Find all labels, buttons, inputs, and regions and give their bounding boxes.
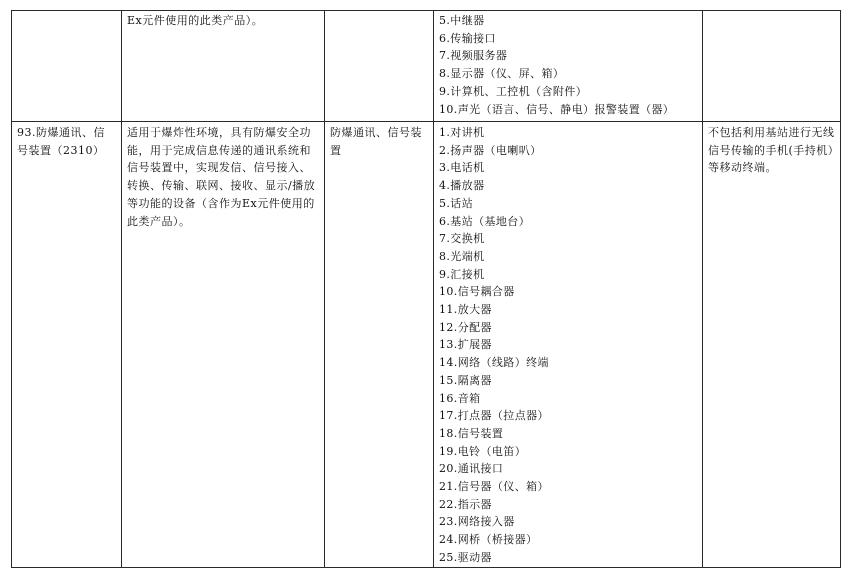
table-row <box>12 11 841 122</box>
product-list-cell <box>434 11 703 122</box>
list-item: 8.光端机 <box>439 249 485 263</box>
list-item: 6.基站（基地台） <box>439 214 531 228</box>
notes-cell <box>703 122 841 568</box>
list-item: 3.电话机 <box>439 161 485 175</box>
description-text: Ex元件使用的此类产品）。 <box>127 14 264 27</box>
list-item: 21.信号器（仪、箱） <box>439 480 549 494</box>
list-item: 1.对讲机 <box>439 126 485 139</box>
list-item: 15.隔离器 <box>439 373 492 387</box>
product-name-cell <box>325 122 434 568</box>
list-item: 19.电铃（电笛） <box>439 444 527 458</box>
list-item: 7.视频服务器 <box>439 49 508 63</box>
list-item: 8.显示器（仪、屏、箱） <box>439 67 565 81</box>
list-item: 14.网络（线路）终端 <box>439 356 549 370</box>
category-cell <box>12 122 122 568</box>
list-item: 9.计算机、工控机（含附件） <box>439 84 588 98</box>
list-item: 12.分配器 <box>439 320 492 334</box>
list-item: 22.指示器 <box>439 497 492 511</box>
product-catalog-table <box>11 10 841 568</box>
notes-text: 不包括利用基站进行无线信号传输的手机(手持机）等移动终端。 <box>708 126 835 175</box>
list-item: 25.驱动器 <box>439 550 492 564</box>
category-cell <box>12 11 122 122</box>
list-item: 17.打点器（拉点器） <box>439 409 549 423</box>
list-item: 24.网桥（桥接器） <box>439 533 538 547</box>
list-item: 10.信号耦合器 <box>439 285 515 299</box>
table-row <box>12 122 841 568</box>
list-item: 16.音箱 <box>439 391 481 405</box>
list-item: 5.中继器 <box>439 14 485 27</box>
notes-cell <box>703 11 841 122</box>
list-item: 7.交换机 <box>439 232 485 246</box>
list-item: 2.扬声器（电喇叭） <box>439 143 542 157</box>
product-list <box>439 12 697 118</box>
product-list-cell <box>434 122 703 568</box>
list-item: 9.汇接机 <box>439 267 485 281</box>
description-cell <box>122 122 325 568</box>
product-name-cell <box>325 11 434 122</box>
category-text: 93.防爆通讯、信号装置（2310） <box>17 126 105 157</box>
list-item: 6.传输接口 <box>439 31 496 45</box>
description-text: 适用于爆炸性环境，具有防爆安全功能，用于完成信息传递的通讯系统和信号装置中，实现发信、信号接入、转换、传输、联网、接收、显示/播放等功能的设备（含作为Ex元件使用的此类产品）。 <box>127 126 316 228</box>
list-item: 4.播放器 <box>439 179 485 193</box>
description-cell <box>122 11 325 122</box>
list-item: 18.信号装置 <box>439 426 504 440</box>
list-item: 5.话站 <box>439 196 474 210</box>
list-item: 11.放大器 <box>439 303 492 317</box>
list-item: 23.网络接入器 <box>439 515 515 529</box>
list-item: 20.通讯接口 <box>439 462 504 476</box>
product-name-text: 防爆通讯、信号装置 <box>330 126 422 157</box>
list-item: 10.声光（语言、信号、静电）报警装置（器） <box>439 102 675 116</box>
list-item: 13.扩展器 <box>439 338 492 352</box>
product-list <box>439 124 697 567</box>
